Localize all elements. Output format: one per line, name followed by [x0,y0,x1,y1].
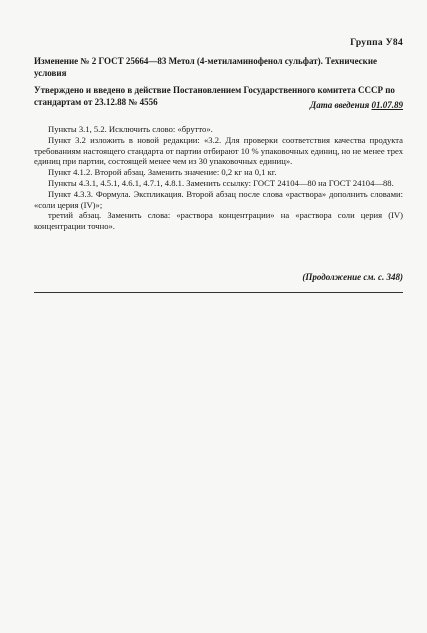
paragraph: Пункт 3.2 изложить в новой редакции: «3.2. Для проверки соответствия качества продукта требованиям настоящего стандарта от партии отбирают 10 % упаковочных единиц, но не менее трех единиц при партии, состоящей менее чем из 30 упаковочных единиц». [34,134,403,167]
amendment-body [34,124,403,232]
paragraph: Пункты 4.3.1, 4.5.1, 4.6.1, 4.7.1, 4.8.1. Заменить ссылку: ГОСТ 24104—80 на ГОСТ 24104—88. [48,177,394,188]
paragraph: Пункт 4.3.3. Формула. Экспликация. Второй абзац после слова «раствора» дополнить словами: «соли церия (IV)»; [34,188,403,210]
continuation-note: (Продолжение см. с. 348) [302,272,403,282]
group-code: Группа У84 [350,38,403,48]
paragraph: Пункт 4.1.2. Второй абзац. Заменить значение: 0,2 кг на 0,1 кг. [48,167,277,178]
divider-line [34,292,403,293]
effective-date-label: Дата введения [310,100,370,110]
effective-date [310,100,403,110]
amendment-title: Изменение № 2 ГОСТ 25664—83 Метол (4-метиламинофенол сульфат). Технические условия [34,56,378,78]
effective-date-value: 01.07.89 [371,100,403,110]
paragraph: Пункты 3.1, 5.2. Исключить слово: «брутто». [48,124,213,134]
paragraph: третий абзац. Заменить слова: «раствора концентрации» на «раствора соли церия (IV) концентрации точно». [34,210,403,232]
approval-statement: Утверждено и введено в действие Постановлением Государственного комитета СССР по стандартам от 23.12.88 № 4556 [34,85,395,107]
